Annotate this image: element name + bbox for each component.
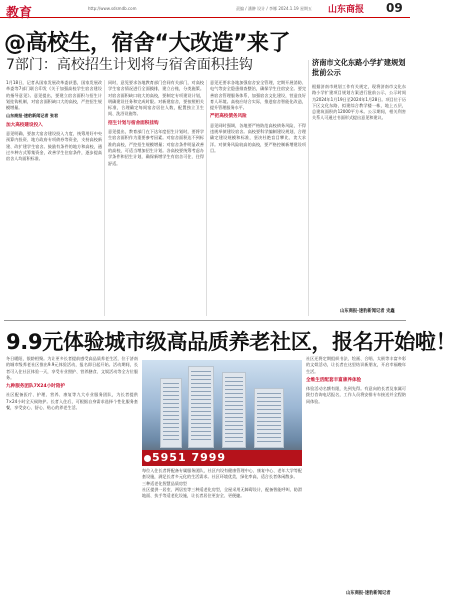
story2-paragraph: 冬日暖阳，银龄相聚。为让更多长者提前感受高品质养老生活，位于济南的城市级养老社区推出9.9元体验活动，报名即日起开始。活动期间，长者可入住社区体验一天，享受专业照护、营养膳食、文娱活动等全方位服务。 [6, 356, 138, 380]
column-rule [104, 80, 105, 316]
story1-paragraph: 同时，意见要求各地教育部门会同有关部门，对高校学生宿舍情况进行全面摸排，建立台账，分类施策。对宿舍面积缺口较大的高校，要制定专项建设计划，明确建设任务和完成时限。对新建宿舍，要按照相关标准，合理确定每间宿舍居住人数，配置独立卫生间、洗浴设施等。 [108, 80, 204, 117]
sidebar-headline: 济南市文化东路小学扩建规划批前公示 [312, 58, 406, 77]
phone-icon [144, 455, 151, 462]
community-building-photo [142, 360, 302, 466]
story1-paragraph: 意见提出，教育部门在下达年度招生计划时，要将学生宿舍面积作为重要参考因素。对宿舍面积达不到标准的高校，严控招生规模增量；对宿舍条件明显改善的高校，可适当增加招生计划。各高校要统筹考虑办学条件和招生计划，确保新增学生有宿舍可住、住得舒适。 [108, 129, 204, 166]
sidebar-paragraph: 根据济南市规划工作有关规定，现将济南市文化东路小学扩建项目规划方案进行批前公示，公示时间为2024年1月19日至2024年1月28日。项目位于历下区文化东路，拟建综合教学楼一栋，地上五层，总建筑面积约12000平方米。公示期间，相关利害关系人可通过书面形式提出意见和建议。 [312, 84, 406, 121]
column-rule [308, 60, 309, 316]
building-tower [160, 378, 182, 448]
story2-column-2 [142, 468, 302, 499]
editor-date-line: 责编 / 潘翀 设计 / 李娜 2024.1.19 星期五 [236, 6, 312, 11]
story2-paragraph: 每位入住长者将配备专属服务团队，社区内设有健康管理中心、康复中心、老年大学等配套设施，满足长者多元化的生活需求。社区环境优美，绿化率高，适合长者休闲散步。 [142, 468, 302, 480]
story1-headline: @高校生，宿舍“大改造”来了 [4, 31, 290, 56]
building-tower [188, 366, 214, 448]
story1-subhead: 7部门：高校招生计划将与宿舍面积挂钩 [6, 57, 253, 73]
story1-byline: 山东商报·速豹新闻记者 张君 [6, 113, 59, 119]
story1-paragraph: 意见明确，要加大宿舍建设投入力度，统筹用好中央预算内投资、地方政府专项债券等资金，支持高校新建、改扩建学生宿舍。鼓励有条件的地方和高校，通过多种方式筹集资金，改善学生住宿条件，逐步提高宿舍人均面积标准。 [6, 131, 102, 162]
column-rule [206, 80, 207, 316]
story1-section-heading-2: 招生计划与宿舍面积挂钩 [108, 120, 159, 126]
story1-lead: 1月18日，记者从国家发展改革委获悉，国家发展改革委等7部门联合印发《关于加强高校学生宿舍建设的指导意见》。意见提出，要建立宿舍面积与招生计划挂钩机制，对宿舍面积缺口大的高校，严控招生规模增量。 [6, 80, 102, 111]
story1-column-2 [108, 80, 204, 316]
story2-section-heading-1: 九种服务团队7X24小时陪护 [6, 384, 66, 390]
sidebar-body [312, 84, 406, 308]
story2-paragraph: 体验活动名额有限，先到先得。有意向的长者及家属可拨打咨询电话报名，工作人员将安排专车接送并全程陪同体验。 [306, 386, 406, 404]
masthead [0, 0, 410, 21]
story2-section-heading-3: 全维生活配套丰富康养体验 [306, 377, 362, 383]
site-url[interactable]: http://www.sdsmdb.com [88, 6, 137, 11]
story2-section-heading-2: 三种适老化智慧品质房型 [142, 480, 188, 486]
page-number: 09 [386, 1, 403, 15]
paper-brand-logo: 山东商报 [328, 5, 365, 15]
section-divider [4, 320, 406, 321]
story2-column-1 [6, 356, 138, 596]
hotline-number[interactable]: 5951 7999 [152, 451, 227, 464]
sidebar-author: 山东商报·速豹新闻记者 史鑫 [340, 309, 395, 314]
story2-headline: 9.9元体验城市级高品质养老社区，报名开始啦！ [6, 330, 456, 354]
story2-paragraph: 社区提供一居室、两居室等三种适老化房型，全屋采用无障碍设计，配备智能呼叫、防滑地面、扶手等适老化设施，让长者居住更安全、更便捷。 [142, 486, 302, 499]
story1-paragraph: 意见还要求各地加强宿舍安全管理，定期开展消防、电气等安全隐患排查整治，确保学生住宿安全。要完善宿舍管理服务体系，加强宿舍文化建设，营造良好育人环境。高校应结合实际，推进宿舍智能化改造，提升管理服务水平。 [210, 80, 306, 111]
story2-paragraph: 社区配备医疗、护理、营养、康复等九大专业服务团队，为长者提供7×24小时全天候陪护。长者入住后，可根据自身需求选择个性化服务套餐，享受安心、舒心、贴心的养老生活。 [6, 392, 138, 411]
story2-column-3 [306, 356, 406, 584]
story1-paragraph: 意见同时强调，各地要严格防范高校债务风险，不得违规举债建设宿舍。高校要科学编制建设规划，合理确定建设规模和标准，坚决杜绝盲目攀比、贪大求洋。对债务风险较高的高校，要严格控制新增建设项目。 [210, 122, 306, 153]
building-tower [222, 372, 246, 448]
story1-column-3 [210, 80, 306, 316]
story2-paragraph: 社区还将定期组织书法、绘画、合唱、太极等丰富多彩的文娱活动，让长者在这里结识新朋友，开启幸福晚年生活。 [306, 356, 406, 374]
building-tower [254, 388, 284, 448]
story1-section-heading-3: 严把高校债务风险 [210, 114, 247, 120]
story1-column-1 [6, 80, 102, 316]
hotline-banner [142, 450, 302, 466]
story1-section-heading-1: 加大高校建设投入 [6, 122, 43, 128]
section-tag: 教育 [6, 6, 33, 21]
story2-author: 山东商报·速豹新闻记者 [346, 591, 391, 596]
